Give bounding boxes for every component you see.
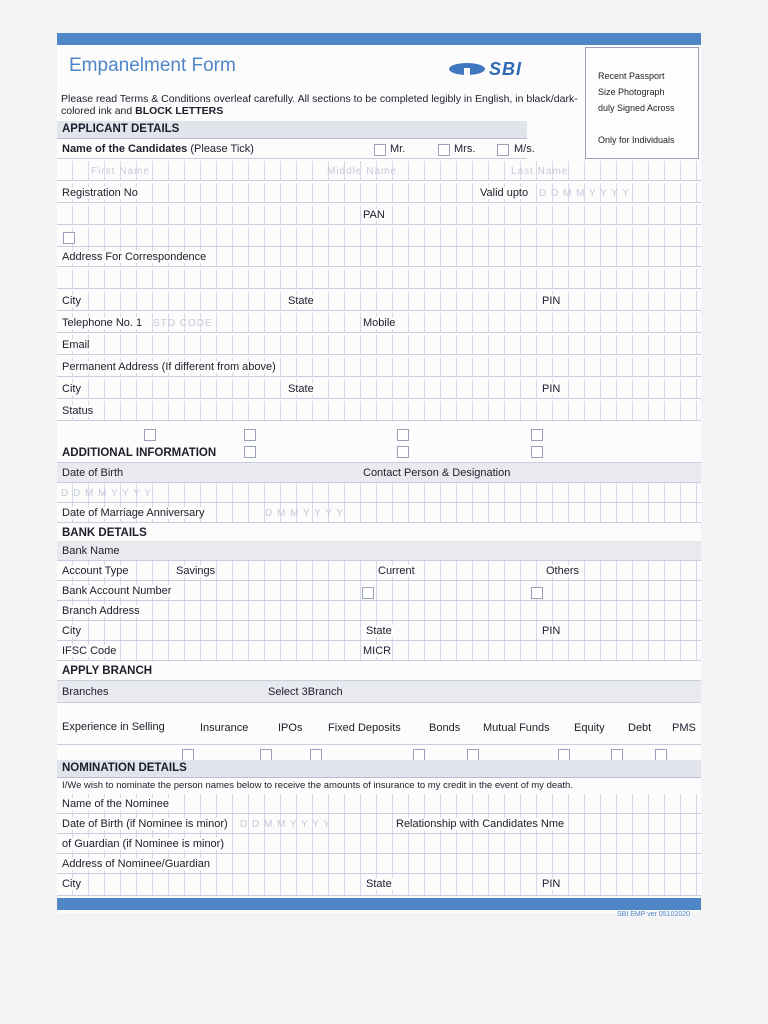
sbi-logo xyxy=(449,59,522,79)
equity-label: Equity xyxy=(574,722,605,734)
account-type-label: Account Type xyxy=(62,565,129,577)
pan-row[interactable] xyxy=(57,205,701,225)
photo-line-4: Only for Individuals xyxy=(598,135,675,145)
nominee-dob-row[interactable] xyxy=(57,814,701,834)
select-branch-label: Select 3Branch xyxy=(268,686,343,698)
insurance-label: Insurance xyxy=(200,722,249,734)
status-checkbox-6[interactable] xyxy=(397,446,409,458)
address-label: Address For Correspondence xyxy=(62,251,207,263)
applicant-details-header xyxy=(57,121,527,139)
mr-label: Mr. xyxy=(390,143,406,155)
marriage-row[interactable] xyxy=(57,503,701,523)
bank-name-label: Bank Name xyxy=(62,545,120,557)
pin-label: PIN xyxy=(542,295,561,307)
status-checkbox-1[interactable] xyxy=(144,429,156,441)
bank-city-row[interactable] xyxy=(57,621,701,641)
email-row[interactable] xyxy=(57,335,701,355)
experience-label: Experience in Selling xyxy=(62,721,165,733)
account-number-label: Bank Account Number xyxy=(62,585,172,597)
name-label: Name of the Candidates (Please Tick) xyxy=(62,143,254,155)
valid-upto-label: Valid upto xyxy=(480,187,529,199)
dob-row xyxy=(57,463,701,483)
registration-row[interactable] xyxy=(57,183,701,203)
nominee-dob-label: Date of Birth (if Nominee is minor) xyxy=(62,818,228,830)
city-row[interactable] xyxy=(57,291,701,311)
mutual-funds-label: Mutual Funds xyxy=(483,722,550,734)
address-row[interactable] xyxy=(57,247,701,267)
permanent-address-row[interactable] xyxy=(57,357,701,377)
marriage-label: Date of Marriage Anniversary xyxy=(62,507,205,519)
dob-placeholder: D D M M Y Y Y Y xyxy=(61,488,152,499)
empanelment-form-sheet xyxy=(57,33,701,918)
telephone-label: Telephone No. 1 xyxy=(62,317,143,329)
guardian-row[interactable] xyxy=(57,834,701,854)
row-checkbox[interactable] xyxy=(63,232,75,244)
permanent-address-label: Permanent Address (If different from above) xyxy=(62,361,276,373)
status-checkbox-4[interactable] xyxy=(531,429,543,441)
photo-line-2: Size Photograph xyxy=(598,87,665,97)
bank-details-header xyxy=(57,523,701,543)
photo-line-3: duly Signed Across xyxy=(598,103,675,113)
bank-city-label: City xyxy=(62,625,81,637)
marriage-placeholder: D M M Y Y Y Y xyxy=(265,508,344,519)
nominee-state-label: State xyxy=(366,878,392,890)
account-type-row[interactable] xyxy=(57,561,701,581)
status-checkbox-row[interactable] xyxy=(57,227,701,247)
pan-label: PAN xyxy=(363,209,385,221)
nominee-city-row[interactable] xyxy=(57,874,701,896)
status-checkbox-7[interactable] xyxy=(531,446,543,458)
experience-row xyxy=(57,703,701,745)
sbi-keyhole-icon xyxy=(449,63,485,75)
mrs-checkbox[interactable] xyxy=(438,144,450,156)
bank-heading: BANK DETAILS xyxy=(62,527,147,539)
top-color-bar xyxy=(57,33,701,45)
std-code-placeholder: STD CODE xyxy=(153,318,213,329)
permanent-city-label: City xyxy=(62,383,81,395)
photo-line-1: Recent Passport xyxy=(598,71,665,81)
first-name-placeholder: First Name xyxy=(91,166,150,177)
nominee-pin-label: PIN xyxy=(542,878,561,890)
nomination-header xyxy=(57,760,701,778)
instructions-bold: BLOCK LETTERS xyxy=(135,105,224,117)
version-label: SBI EMP ver 05102020 xyxy=(617,911,691,918)
bank-state-label: State xyxy=(366,625,392,637)
city-label: City xyxy=(62,295,81,307)
address-row-2[interactable] xyxy=(57,269,701,289)
middle-name-placeholder: Middle Name xyxy=(327,166,397,177)
ms-checkbox[interactable] xyxy=(497,144,509,156)
ipos-label: IPOs xyxy=(278,722,303,734)
state-label: State xyxy=(288,295,314,307)
bottom-color-bar xyxy=(57,898,701,910)
micr-label: MICR xyxy=(363,645,392,657)
name-fields-row[interactable] xyxy=(57,161,701,181)
ifsc-row[interactable] xyxy=(57,641,701,661)
bank-name-row[interactable] xyxy=(57,541,701,561)
pms-label: PMS xyxy=(672,722,696,734)
status-checkbox-5[interactable] xyxy=(244,446,256,458)
registration-label: Registration No xyxy=(62,187,138,199)
mrs-label: Mrs. xyxy=(454,143,476,155)
status-options-row xyxy=(57,423,701,443)
branch-address-row[interactable] xyxy=(57,601,701,621)
current-checkbox[interactable] xyxy=(362,587,374,599)
status-label: Status xyxy=(62,405,94,417)
branches-label: Branches xyxy=(62,686,109,698)
guardian-label: of Guardian (if Nominee is minor) xyxy=(62,838,225,850)
account-number-row[interactable] xyxy=(57,581,701,601)
others-checkbox[interactable] xyxy=(531,587,543,599)
dob-label: Date of Birth xyxy=(62,467,124,479)
current-label: Current xyxy=(378,565,415,577)
contact-person-label: Contact Person & Designation xyxy=(363,467,511,479)
instructions xyxy=(61,93,581,117)
others-label: Others xyxy=(546,565,580,577)
telephone-row[interactable] xyxy=(57,313,701,333)
photo-box[interactable] xyxy=(585,47,699,159)
mr-checkbox[interactable] xyxy=(374,144,386,156)
permanent-pin-label: PIN xyxy=(542,383,561,395)
permanent-state-label: State xyxy=(288,383,314,395)
mobile-label: Mobile xyxy=(363,317,396,329)
sbi-logo-text: SBI xyxy=(489,58,523,79)
status-checkbox-2[interactable] xyxy=(244,429,256,441)
ifsc-label: IFSC Code xyxy=(62,645,117,657)
applicant-heading: APPLICANT DETAILS xyxy=(62,123,180,135)
nomination-statement: I/We wish to nominate the person names below to receive the amounts of insurance to my credit in the event of my death. xyxy=(62,780,573,791)
nominee-dob-placeholder: D D M M Y Y Y Y xyxy=(240,819,331,830)
status-row[interactable] xyxy=(57,401,701,421)
last-name-placeholder: Last Name xyxy=(511,166,569,177)
form-title: Empanelment Form xyxy=(69,55,236,76)
additional-heading: ADDITIONAL INFORMATION xyxy=(62,447,217,459)
nominee-name-row[interactable] xyxy=(57,794,701,814)
apply-branch-header xyxy=(57,661,701,681)
apply-branch-heading: APPLY BRANCH xyxy=(62,665,153,677)
valid-upto-placeholder: D D M M Y Y Y Y xyxy=(539,188,630,199)
name-row xyxy=(57,139,535,159)
fixed-deposits-label: Fixed Deposits xyxy=(328,722,401,734)
dob-fields-row[interactable] xyxy=(57,483,701,503)
permanent-city-row[interactable] xyxy=(57,379,701,399)
instructions-text: Please read Terms & Conditions overleaf carefully. All sections to be completed legibly in English, in black/dark-colored ink and xyxy=(61,93,578,117)
nominee-address-row[interactable] xyxy=(57,854,701,874)
nominee-city-label: City xyxy=(62,878,81,890)
nomination-heading: NOMINATION DETAILS xyxy=(62,762,187,774)
ms-label: M/s. xyxy=(514,143,535,155)
relationship-label: Relationship with Candidates Nme xyxy=(396,818,565,830)
debt-label: Debt xyxy=(628,722,652,734)
bank-pin-label: PIN xyxy=(542,625,561,637)
savings-label: Savings xyxy=(176,565,216,577)
additional-info-header xyxy=(57,443,701,463)
status-checkbox-3[interactable] xyxy=(397,429,409,441)
nominee-name-label: Name of the Nominee xyxy=(62,798,169,810)
bonds-label: Bonds xyxy=(429,722,461,734)
nomination-statement-row xyxy=(57,778,701,794)
email-label: Email xyxy=(62,339,90,351)
branch-address-label: Branch Address xyxy=(62,605,140,617)
branches-row[interactable] xyxy=(57,681,701,703)
nominee-address-label: Address of Nominee/Guardian xyxy=(62,858,210,870)
